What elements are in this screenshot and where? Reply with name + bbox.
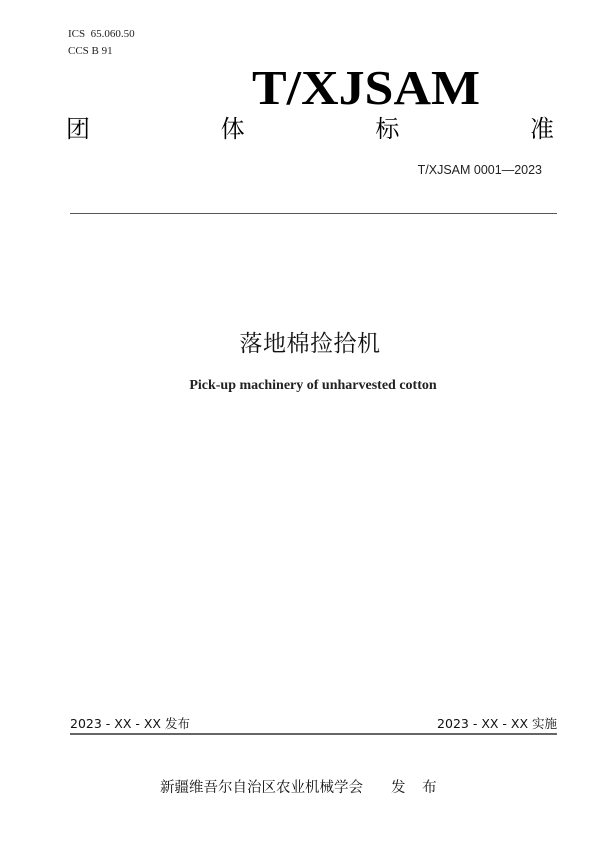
publisher-name: 新疆维吾尔自治区农业机械学会 xyxy=(160,780,363,796)
ics-code: ICS 65.060.50 xyxy=(68,28,135,40)
document-title-chinese: 落地棉捡拾机 xyxy=(239,331,381,357)
implement-date: 2023 - XX - XX 实施 xyxy=(437,716,557,731)
header-divider xyxy=(70,213,557,214)
publisher-line xyxy=(160,776,443,797)
standard-type-char: 体 xyxy=(220,115,245,143)
document-number: T/XJSAM 0001—2023 xyxy=(417,163,542,177)
standard-logo: T/XJSAM xyxy=(252,60,480,115)
publish-date: 2023 - XX - XX 发布 xyxy=(70,716,190,731)
standard-type-char: 准 xyxy=(529,115,554,143)
publish-action-label: 发 布 xyxy=(391,780,443,796)
ccs-code: CCS B 91 xyxy=(68,45,113,57)
document-title-english: Pick-up machinery of unharvested cotton xyxy=(189,378,437,393)
standard-type-heading xyxy=(66,113,554,145)
footer-divider xyxy=(70,733,557,735)
standard-type-char: 团 xyxy=(66,115,90,143)
standard-type-char: 标 xyxy=(375,115,400,143)
